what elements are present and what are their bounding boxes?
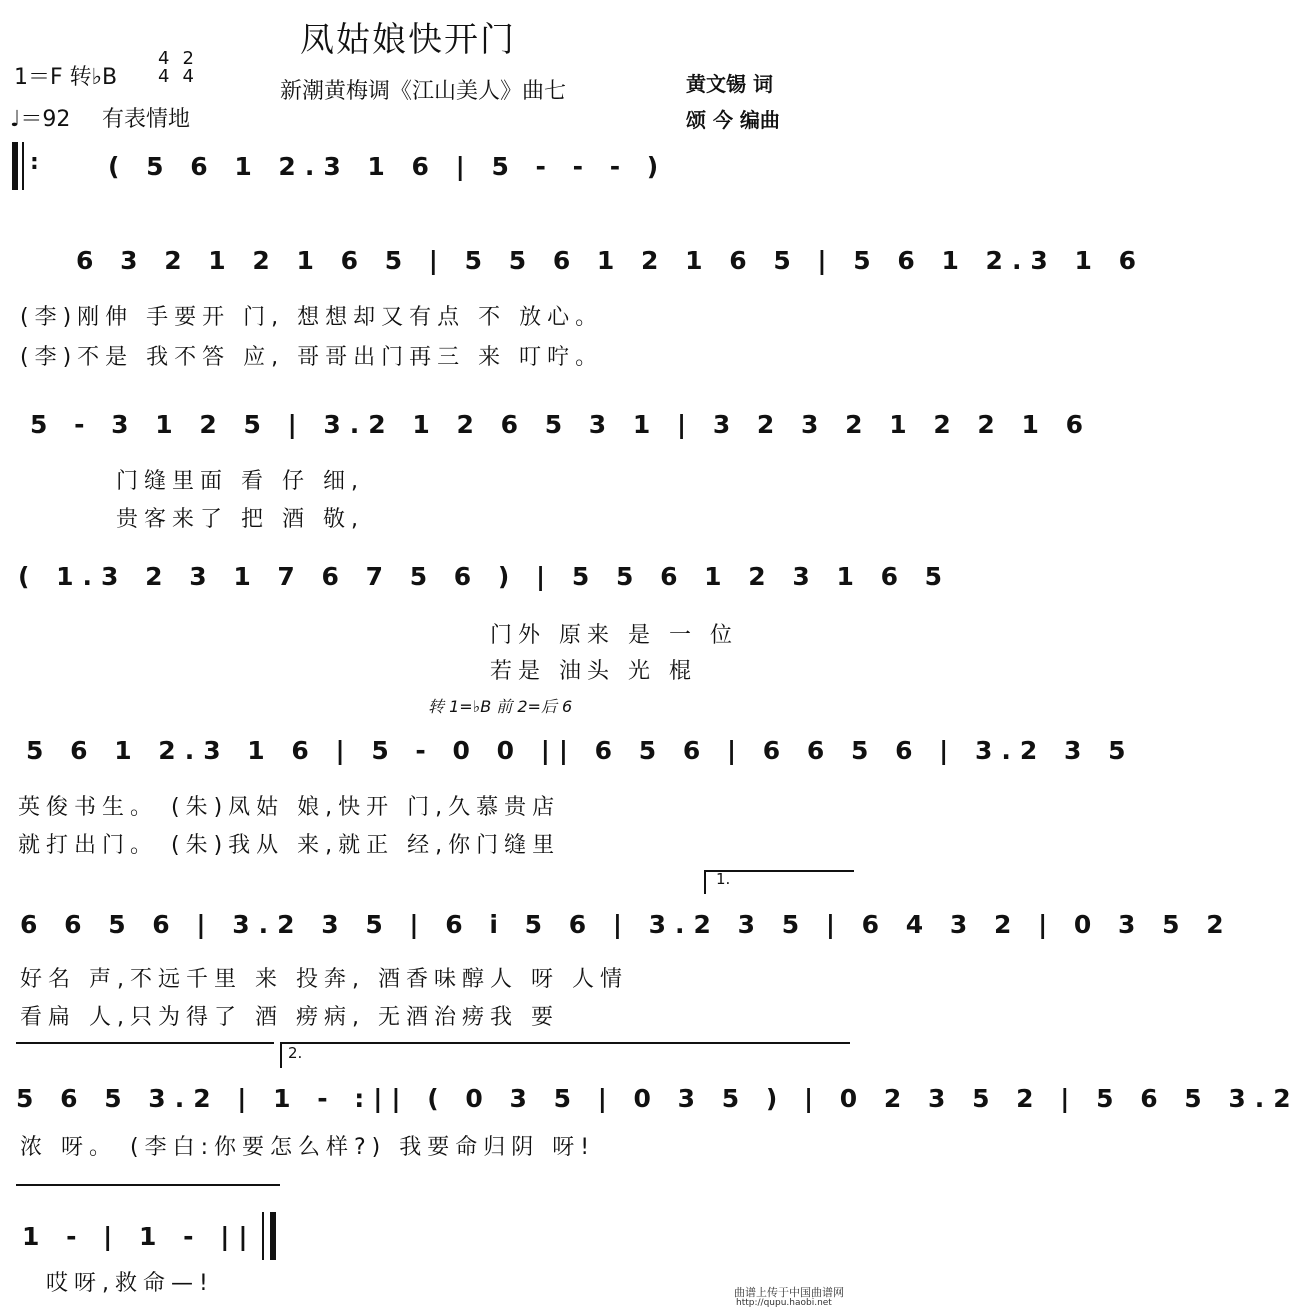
volta-2-label: 2. bbox=[288, 1044, 303, 1062]
volta-2-bracket bbox=[280, 1042, 850, 1044]
line-4-notes: ( 1.3 2 3 1 7 6 7 5 6 ) | 5 5 6 1 2 3 1 6 5 bbox=[18, 562, 952, 591]
composer-credit: 颂 今 编曲 bbox=[686, 108, 780, 132]
final-thick-bar bbox=[270, 1212, 276, 1260]
line-7-notes: 5 6 5 3.2 | 1 - :|| ( 0 3 5 | 0 3 5 ) | 0 2 3 5 2 | 5 6 5 3.2 bbox=[16, 1084, 1300, 1113]
line-3-lyrics-verse-2: 贵客来了 把 酒 敬, bbox=[116, 507, 364, 532]
line-4-lyrics-verse-2: 若是 油头 光 棍 bbox=[490, 659, 697, 684]
meter-a-numerator: 4 bbox=[158, 48, 170, 69]
meter-b-numerator: 2 bbox=[182, 48, 194, 69]
line-6-lyrics-verse-2: 看扁 人,只为得了 酒 痨病, 无酒治痨我 要 bbox=[20, 1005, 559, 1030]
key-signature: 1＝F 转♭B bbox=[14, 65, 118, 90]
subtitle: 新潮黄梅调《江山美人》曲七 bbox=[280, 79, 567, 104]
modulation-marking: 转 1=♭B 前 2=后 6 bbox=[428, 697, 573, 716]
line-6-notes: 6 6 5 6 | 3.2 3 5 | 6 i 5 6 | 3.2 3 5 | 6 4 3 2 | 0 3 5 2 bbox=[20, 910, 1233, 939]
line-8-notes: 1 - | 1 - || bbox=[22, 1222, 257, 1251]
meter-b-denominator: 4 bbox=[182, 66, 194, 87]
line-7-lyrics-verse-1: 浓 呀。 (李白:你要怎么样?) 我要命归阴 呀! bbox=[20, 1135, 596, 1160]
volta-1-bracket-edge bbox=[704, 870, 706, 894]
line-5-lyrics-verse-1: 英俊书生。 (朱)凤姑 娘,快开 门,久慕贵店 bbox=[18, 795, 561, 820]
watermark-text: 曲谱上传于中国曲谱网 bbox=[734, 1286, 844, 1299]
line-2-lyrics-verse-1: (李)刚伸 手要开 门, 想想却又有点 不 放心。 bbox=[20, 305, 604, 330]
final-thin-bar bbox=[262, 1212, 264, 1260]
line-3-notes: 5 - 3 1 2 5 | 3.2 1 2 6 5 3 1 | 3 2 3 2 1 2 2 1 6 bbox=[30, 410, 1093, 439]
line-6-lyrics-verse-1: 好名 声,不远千里 来 投奔, 酒香味醇人 呀 人情 bbox=[20, 967, 628, 992]
line-5-lyrics-verse-2: 就打出门。 (朱)我从 来,就正 经,你门缝里 bbox=[18, 833, 561, 858]
line-8-lyrics-verse-1: 哎呀,救命—! bbox=[46, 1271, 214, 1296]
intro-notes: ( 5 6 1 2.3 1 6 | 5 - - - ) bbox=[108, 152, 668, 181]
repeat-start-thin-bar bbox=[22, 142, 24, 190]
line-5-notes: 5 6 1 2.3 1 6 | 5 - 0 0 || 6 5 6 | 6 6 5 6 | 3.2 3 5 bbox=[26, 736, 1135, 765]
lyricist-credit: 黄文锡 词 bbox=[686, 72, 773, 96]
volta-1-label: 1. bbox=[716, 870, 731, 888]
meter-a-denominator: 4 bbox=[158, 66, 170, 87]
line-2-lyrics-verse-2: (李)不是 我不答 应, 哥哥出门再三 来 叮咛。 bbox=[20, 345, 604, 370]
repeat-start-bar bbox=[12, 142, 18, 190]
volta-1-continuation bbox=[16, 1042, 274, 1044]
song-title: 凤姑娘快开门 bbox=[300, 20, 516, 60]
tempo-marking: ♩＝92 bbox=[10, 107, 71, 132]
line-2-notes: 6 3 2 1 2 1 6 5 | 5 5 6 1 2 1 6 5 | 5 6 1 2.3 1 6 bbox=[76, 246, 1146, 275]
repeat-dots: : bbox=[30, 150, 48, 175]
volta-2-continuation bbox=[16, 1184, 280, 1186]
line-4-lyrics-verse-1: 门外 原来 是 一 位 bbox=[490, 623, 738, 648]
volta-2-bracket-edge bbox=[280, 1042, 282, 1068]
time-signature bbox=[158, 50, 194, 86]
line-3-lyrics-verse-1: 门缝里面 看 仔 细, bbox=[116, 469, 364, 494]
watermark-url: http://qupu.haobi.net bbox=[736, 1298, 832, 1308]
expression-marking: 有表情地 bbox=[102, 107, 191, 132]
